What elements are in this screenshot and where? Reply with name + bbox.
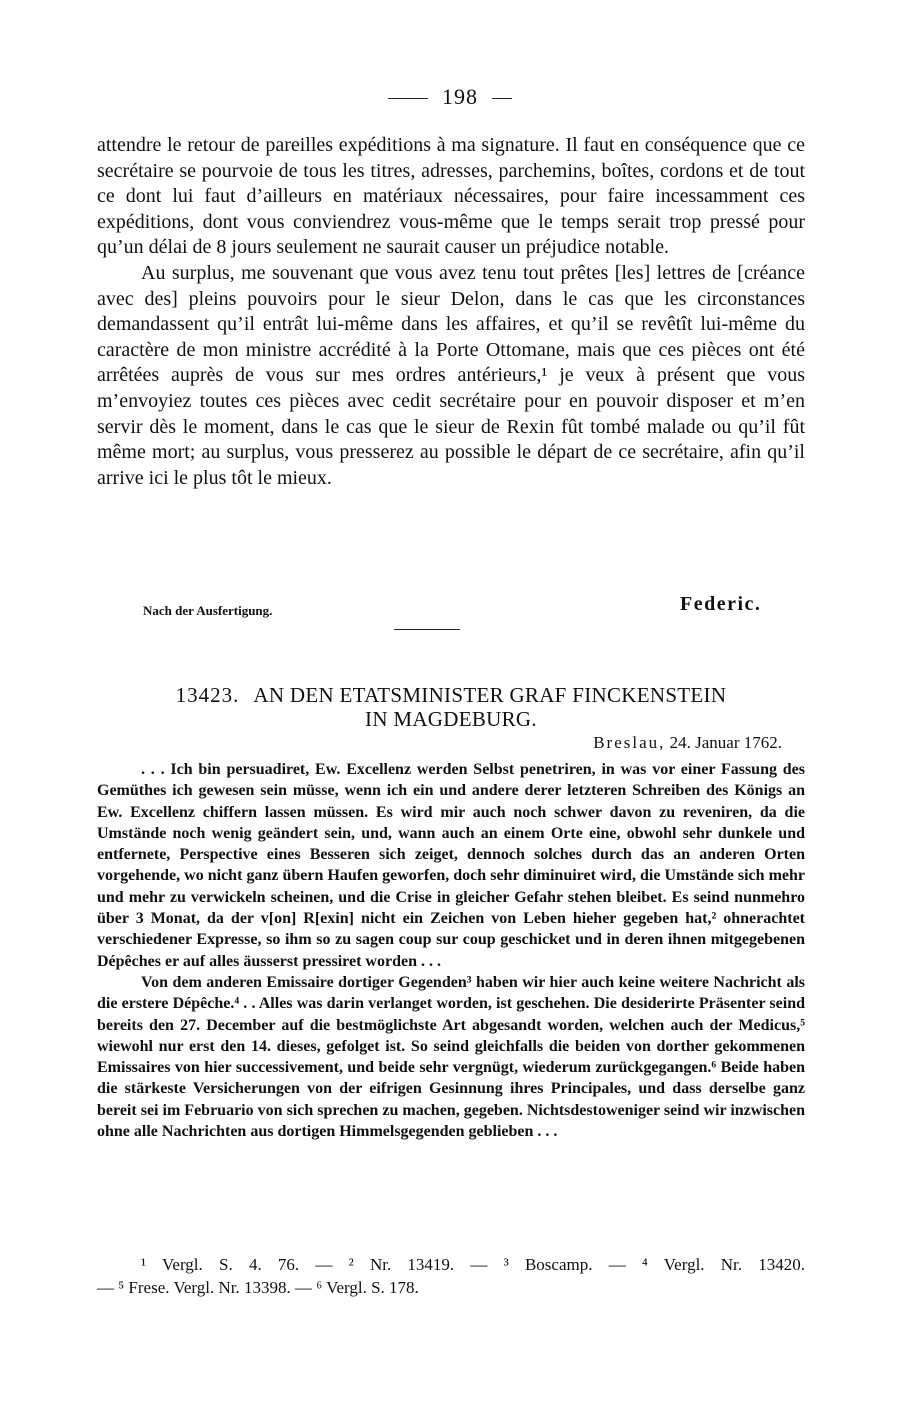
header-dash-left (388, 98, 428, 99)
section-divider (394, 629, 460, 630)
page-number: 198 (442, 84, 478, 109)
page-number-header (0, 84, 900, 110)
dateline (593, 733, 782, 753)
heading-title-line-1: AN DEN ETATSMINISTER GRAF FINCKENSTEIN (253, 683, 727, 707)
dateline-date: 24. Januar 1762. (669, 733, 782, 752)
dateline-city: Breslau, (593, 733, 666, 752)
footnotes (97, 1253, 805, 1299)
footnote-line-1: ¹ Vergl. S. 4. 76. — ² Nr. 13419. — ³ Boscamp. — ⁴ Vergl. Nr. 13420. (141, 1255, 805, 1274)
german-paragraph-2: Von dem anderen Emissaire dortiger Gegenden³ haben wir hier auch keine weitere Nachricht als die erstere Dépêche.⁴ . . Alles was darin verlanget worden, ist geschehen. Die desiderirte Präsenter seind bereits den 27. December auf die bestmöglichste Art abgesandt worden, welchen auch der Medicus,⁵ wiewohl nur erst den 14. dieses, gefolget ist. So seind gleichfalls die beiden von dorther gekommenen Emissaires von hier successivement, und beide sehr vergnügt, wiederum zurückgegangen.⁶ Beide haben die stärkeste Versicherungen von der eifrigen Gesinnung ihres Principales, und dass derselbe ganz bereit sei im Februario von sich sprechen zu machen, gegeben. Nichtsdestoweniger seind wir inzwischen ohne alle Nachrichten aus dortigen Himmelsgegenden geblieben . . . (97, 973, 805, 1141)
letter-paragraph-1: attendre le retour de pareilles expéditions à ma signature. Il faut en conséquence que ce secrétaire se pourvoie de tous les titres, adresses, parchemins, boîtes, cordons et de tout ce dont lui faut d’ailleurs en matériaux nécessaires, pour faire incessamment ces expéditions, dont vous conviendrez vous-même que le temps serait trop pressé pour qu’un délai de 8 jours seulement ne saurait causer un préjudice notable. (97, 134, 805, 259)
letter-french-body (97, 133, 805, 491)
german-paragraph-1: . . . Ich bin persuadiret, Ew. Excellenz werden Selbst penetriren, in was vor einer Fassung des Gemüthes ich gewesen sein müsse, wenn ich ein und andere derer letzteren Schreiben des Königs an Ew. Excellenz chiffern lassen müssen. Es wird mir auch noch schwer davon zu reveniren, da die Umstände noch wenig geändert sein, und, wann auch an einem Orte eine, obwohl sehr dunkele und entfernete, Perspective eines Besseren sich zeiget, dennoch solches durch das an anderen Orten vorgehende, wo nicht ganz übern Haufen geworfen, doch sehr diminuiret wird, die Umstände sich mehr und mehr zu verwickeln scheinen, und die Crise in gleicher Gefahr stehen bleibet. Es seind nunmehro über 3 Monat, da der v[on] R[exin] nicht ein Zeichen von Leben hieher gegeben hat,² ohnerachtet verschiedener Expresse, so ihm so zu sagen coup sur coup geschicket und in deren ihnen mitgegebenen Dépêches er auf alles äusserst pressiret worden . . . (97, 761, 805, 970)
footnote-line-2: — ⁵ Frese. Vergl. Nr. 13398. — ⁶ Vergl. S. 178. (97, 1278, 419, 1297)
heading-title-line-2: IN MAGDEBURG. (365, 707, 537, 731)
letter-german-body (97, 759, 805, 1142)
section-heading-line-1 (97, 683, 805, 707)
header-dash-right (492, 98, 512, 99)
source-note: Nach der Ausfertigung. (143, 603, 273, 618)
signature: Federic. (680, 593, 762, 615)
section-heading (97, 683, 805, 731)
document-number: 13423. (175, 683, 240, 707)
letter-paragraph-2: Au surplus, me souvenant que vous avez tenu tout prêtes [les] lettres de [créance avec des] pleins pouvoirs pour le sieur Delon, dans le cas que les circonstances demandassent qu’il entrât lui-même dans les affaires, et qu’il se revêtît lui-même du caractère de mon ministre accrédité à la Porte Ottomane, mais que ces pièces ont été arrêtées auprès de vous sur mes ordres antérieurs,¹ je veux à présent que vous m’envoyiez toutes ces pièces avec cedit secrétaire pour en pouvoir disposer et m’en servir dès le moment, dans le cas que le sieur de Rexin fût tombé malade ou qu’il fût même mort; au surplus, vous presserez au possible le départ de ce secrétaire, afin qu’il arrive ici le plus tôt le mieux. (97, 261, 805, 489)
